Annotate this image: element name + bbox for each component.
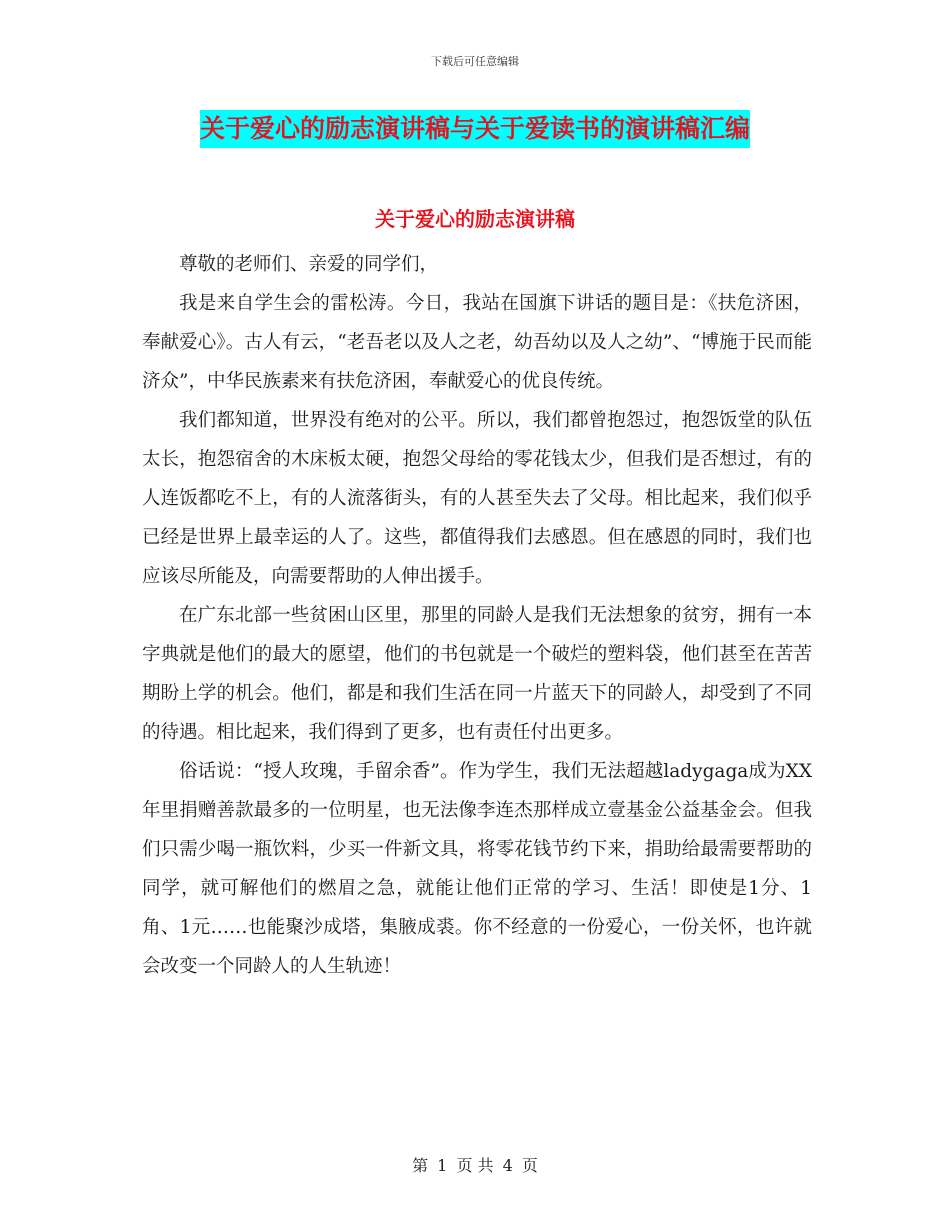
section-title: 关于爱心的励志演讲稿: [375, 207, 575, 231]
page-total: 4: [502, 1156, 513, 1175]
page-footer: [0, 1153, 950, 1176]
main-title-container: [0, 110, 950, 148]
paragraph: 俗话说：“授人玫瑰，手留余香”。作为学生，我们无法超越ladygaga成为XX年里捐赠善款最多的一位明星，也无法像李连杰那样成立壹基金公益基金会。但我们只需少喝一瓶饮料，少买一件新文具，将零花钱节约下来，捐助给最需要帮助的同学，就可解他们的燃眉之急，就能让他们正常的学习、生活！即使是1分、1角、1元……也能聚沙成塔，集腋成裘。你不经意的一份爱心，一份关怀，也许就会改变一个同龄人的人生轨迹！: [142, 761, 812, 977]
footer-suffix: 页: [521, 1156, 538, 1175]
paragraph: 我是来自学生会的雷松涛。今日，我站在国旗下讲话的题目是：《扶危济困，奉献爱心》。古人有云，“老吾老以及人之老，幼吾幼以及人之幼”、“博施于民而能济众”，中华民族素来有扶危济困，奉献爱心的优良传统。: [142, 293, 812, 392]
paragraph-greeting: 尊敬的老师们、亲爱的同学们，: [179, 254, 439, 275]
footer-prefix: 第: [412, 1156, 429, 1175]
paragraph: 在广东北部一些贫困山区里，那里的同龄人是我们无法想象的贫穷，拥有一本字典就是他们的最大的愿望，他们的书包就是一个破烂的塑料袋，他们甚至在苦苦期盼上学的机会。他们，都是和我们生活在同一片蓝天下的同龄人，却受到了不同的待遇。相比起来，我们得到了更多，也有责任付出更多。: [142, 605, 812, 743]
body-text: [142, 245, 812, 986]
footer-middle: 页 共: [456, 1156, 494, 1175]
document-title: 关于爱心的励志演讲稿与关于爱读书的演讲稿汇编: [200, 110, 750, 148]
paragraph: 我们都知道，世界没有绝对的公平。所以，我们都曾抱怨过，抱怨饭堂的队伍太长，抱怨宿舍的木床板太硬，抱怨父母给的零花钱太少，但我们是否想过，有的人连饭都吃不上，有的人流落街头，有的人甚至失去了父母。相比起来，我们似乎已经是世界上最幸运的人了。这些，都值得我们去感恩。但在感恩的同时，我们也应该尽所能及，向需要帮助的人伸出援手。: [142, 410, 812, 587]
header-note: 下载后可任意编辑: [431, 55, 519, 68]
page-number: 1: [437, 1156, 448, 1175]
